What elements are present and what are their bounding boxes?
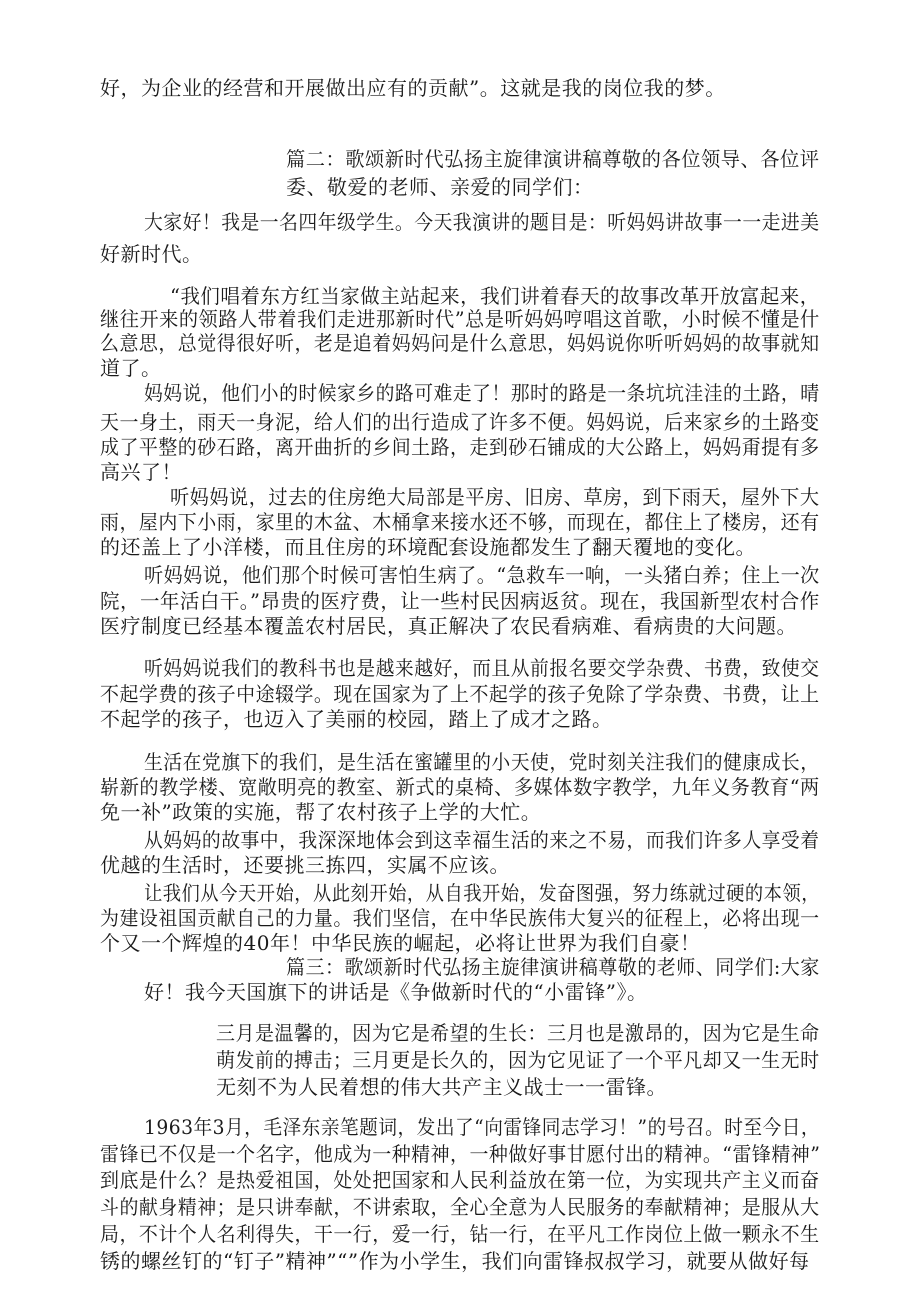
section-heading-3: 篇三：歌颂新时代弘扬主旋律演讲稿尊敬的老师、同学们:大家 <box>286 955 820 979</box>
text-line: 听妈妈说，他们那个时候可害怕生病了。“急救车一响，一头猪白养；住上一次 <box>144 563 820 587</box>
text-line: 个又一个辉煌的40年！中华民族的崛起，必将让世界为我们自豪！ <box>100 931 701 955</box>
text-line: 雨，屋内下小雨，家里的木盆、木桶拿来接水还不够，而现在，都住上了楼房，还有 <box>100 510 820 534</box>
text-line: 院，一年活白干。”昂贵的医疗费，让一些村民因病返贫。现在，我国新型农村合作 <box>100 589 820 613</box>
section-heading-2-cont: 委、敬爱的老师、亲爱的同学们： <box>286 175 594 199</box>
text-line: 生活在党旗下的我们，是生活在蜜罐里的小天使，党时刻关注我们的健康成长， <box>144 750 820 774</box>
text-line: 萌发前的搏击；三月更是长久的，因为它见证了一个平凡却又一生无时 <box>216 1048 820 1072</box>
text-line: 雷锋已不仅是一个名字，他成为一种精神，一种做好事甘愿付出的精神。“雷锋精神” <box>100 1142 821 1166</box>
text-line: 好新时代。 <box>100 242 203 266</box>
text-line: 医疗制度已经基本覆盖农村居民，真正解决了农民看病难、看病贵的大问题。 <box>100 614 797 638</box>
text-line: 崭新的教学楼、宽敞明亮的教室、新式的桌椅、多媒体数字教学，九年义务教育“两 <box>100 775 820 799</box>
text-line: 好，为企业的经营和开展做出应有的贡献”。这就是我的岗位我的梦。 <box>100 76 726 100</box>
text-line: 成了平整的砂石路，离开曲折的乡间土路，走到砂石铺成的大公路上，妈妈甭提有多 <box>100 435 820 459</box>
text-line: 从妈妈的故事中，我深深地体会到这幸福生活的来之不易，而我们许多人享受着 <box>144 828 820 852</box>
text-line: 大家好！我是一名四年级学生。今天我演讲的题目是：听妈妈讲故事一一走进美 <box>144 210 820 234</box>
text-line: 妈妈说，他们小的时候家乡的路可难走了！那时的路是一条坑坑洼洼的土路，晴 <box>144 381 820 405</box>
text-line: 么意思，总觉得很好听，老是追着妈妈问是什么意思，妈妈说你听听妈妈的故事就知 <box>100 331 820 355</box>
text-line: 1963年3月，毛泽东亲笔题词，发出了“向雷锋同志学习！”的号召。时至今日， <box>144 1115 821 1139</box>
text-line: “我们唱着东方红当家做主站起来，我们讲着春天的故事改革开放富起来， <box>170 284 820 308</box>
text-line: 道了。 <box>100 356 162 380</box>
text-line: 让我们从今天开始，从此刻开始，从自我开始，发奋图强，努力练就过硬的本领， <box>144 881 821 905</box>
text-line: 斗的献身精神；是只讲奉献，不讲索取，全心全意为人民服务的奉献精神；是服从大 <box>100 1195 820 1219</box>
text-line: 的还盖上了小洋楼，而且住房的环境配套设施都发生了翻天覆地的变化。 <box>100 535 756 559</box>
text-line: 不起学费的孩子中途辍学。现在国家为了上不起学的孩子免除了学杂费、书费，让上 <box>100 682 820 706</box>
text-line: 高兴了！ <box>100 460 182 484</box>
text-line: 听妈妈说，过去的住房绝大局部是平房、旧房、草房，到下雨天，屋外下大 <box>170 485 820 509</box>
text-line: 免一补”政策的实施，帮了农村孩子上学的大忙。 <box>100 800 542 824</box>
text-line: 锈的螺丝钉的“钉子”精神”“”作为小学生，我们向雷锋叔叔学习，就要从做好每 <box>100 1249 810 1273</box>
text-line: 继往开来的领路人带着我们走进那新时代”总是听妈妈哼唱这首歌，小时候不懂是什 <box>100 307 820 331</box>
text-line: 到底是什么？是热爱祖国，处处把国家和人民利益放在第一位，为实现共产主义而奋 <box>100 1168 820 1192</box>
text-line: 优越的生活时，还要挑三拣四，实属不应该。 <box>100 853 510 877</box>
text-line: 为建设祖国贡献自己的力量。我们坚信，在中华民族伟大复兴的征程上，必将出现一 <box>100 906 820 930</box>
text-line: 不起学的孩子，也迈入了美丽的校园，踏上了成才之路。 <box>100 707 613 731</box>
section-heading-3-cont: 好！我今天国旗下的讲话是《争做新时代的“小雷锋”》。 <box>144 980 648 1004</box>
text-line: 无刻不为人民着想的伟大共产主义战士一一雷锋。 <box>216 1075 667 1099</box>
text-line: 听妈妈说我们的教科书也是越来越好，而且从前报名要交学杂费、书费，致使交 <box>144 656 820 680</box>
text-line: 天一身土，雨天一身泥，给人们的出行造成了许多不便。妈妈说，后来家乡的土路变 <box>100 410 820 434</box>
section-heading-2: 篇二：歌颂新时代弘扬主旋律演讲稿尊敬的各位领导、各位评 <box>286 147 820 171</box>
text-line: 局，不计个人名利得失，干一行，爱一行，钻一行，在平凡工作岗位上做一颗永不生 <box>100 1222 820 1246</box>
text-line: 三月是温馨的，因为它是希望的生长：三月也是激昂的，因为它是生命 <box>216 1021 820 1045</box>
